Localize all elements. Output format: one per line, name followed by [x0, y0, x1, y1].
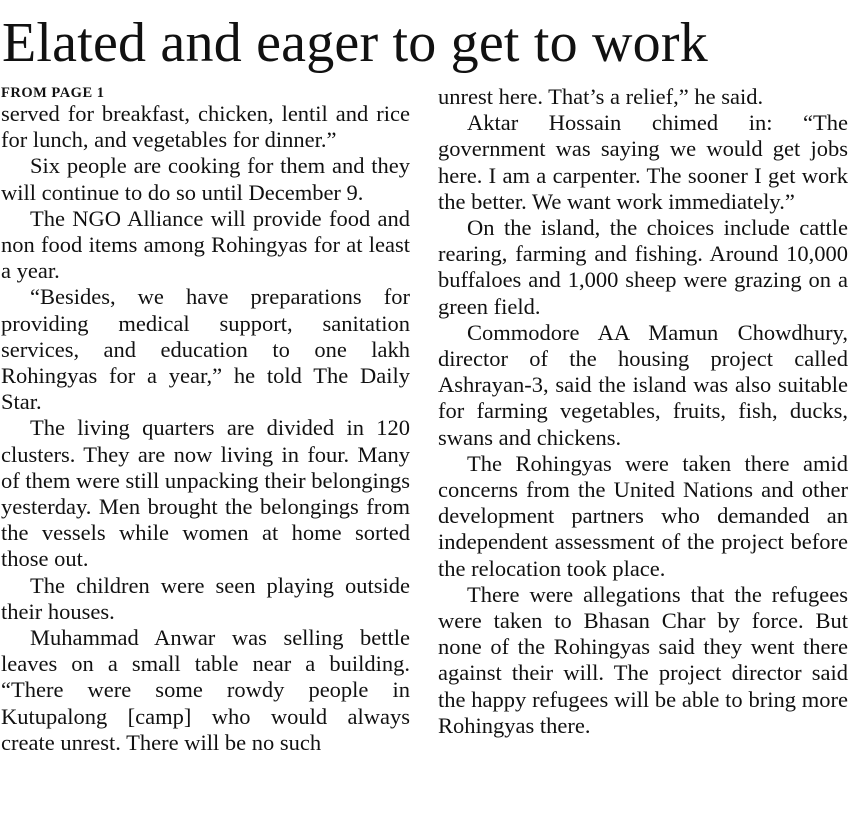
headline: Elated and eager to get to work [2, 12, 708, 74]
paragraph: The Rohingyas were taken there amid concerns from the United Nations and other development partners who demanded an independent assessment of the project before the relocation took place. [438, 450, 848, 581]
continuation-kicker: FROM PAGE 1 [1, 85, 105, 101]
paragraph: The NGO Alliance will provide food and non food items among Rohingyas for at least a year. [1, 205, 410, 284]
paragraph: The children were seen playing outside their houses. [1, 572, 410, 624]
paragraph: “Besides, we have preparations for providing medical support, sanitation services, and education to one lakh Rohingyas for a year,” he told The Daily Star. [1, 284, 410, 415]
paragraph: There were allegations that the refugees were taken to Bhasan Char by force. But none of the Rohingyas said they went there against their will. The project director said the happy refugees will be able to bring more Rohingyas there. [438, 581, 848, 738]
paragraph: unrest here. That’s a relief,” he said. [438, 84, 764, 109]
article-column-right [438, 84, 848, 739]
paragraph: Commodore AA Mamun Chowdhury, director of the housing project called Ashrayan-3, said the island was also suitable for farming vegetables, fruits, fish, ducks, swans and chickens. [438, 319, 848, 450]
paragraph: Muhammad Anwar was selling bettle leaves on a small table near a building. “There were some rowdy people in Kutupalong [camp] who would always create unrest. There will be no such [1, 625, 410, 755]
article-column-left [1, 84, 410, 756]
paragraph: On the island, the choices include cattle rearing, farming and fishing. Around 10,000 buffaloes and 1,000 sheep were grazing on a green field. [438, 215, 848, 319]
paragraph: The living quarters are divided in 120 clusters. They are now living in four. Many of them were still unpacking their belongings yesterday. Men brought the belongings from the vessels while women at home sorted those out. [1, 415, 410, 572]
paragraph: Aktar Hossain chimed in: “The government was saying we would get jobs here. I am a carpenter. The sooner I get work the better. We want work immediately.” [438, 110, 848, 214]
paragraph: served for breakfast, chicken, lentil and rice for lunch, and vegetables for dinner.” [1, 101, 410, 153]
paragraph: Six people are cooking for them and they will continue to do so until December 9. [1, 153, 410, 205]
